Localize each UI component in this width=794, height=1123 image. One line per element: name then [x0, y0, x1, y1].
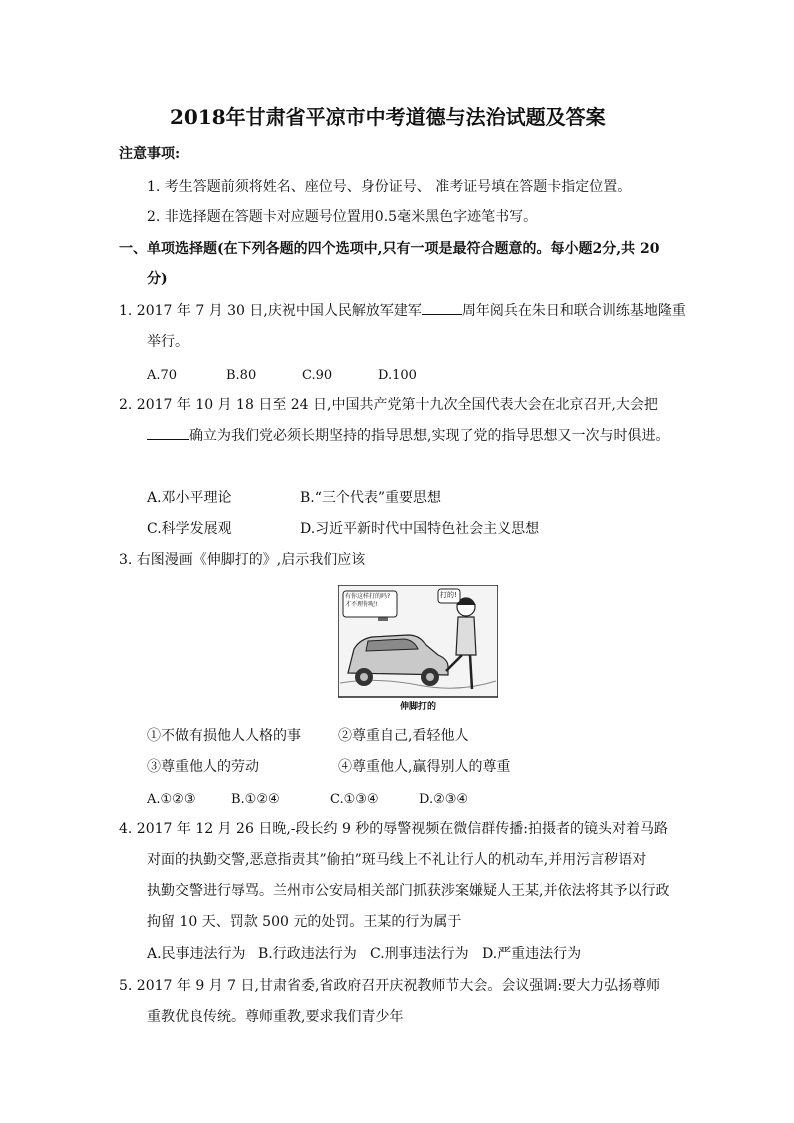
- section-heading-line2: 分): [147, 271, 168, 287]
- q2-stem-line1: 2. 2017 年 10 月 18 日至 24 日,中国共产党第十九次全国代表大会在北京召开,大会把: [119, 397, 658, 413]
- q1-stem-part-b: 周年阅兵在朱日和联合训练基地隆重: [461, 303, 686, 319]
- notice-heading: 注意事项:: [119, 146, 181, 162]
- q4-option-a: A.民事违法行为: [147, 946, 246, 962]
- q3-option-a: A.①②③: [147, 792, 196, 807]
- q1-option-b: B.80: [226, 368, 257, 383]
- q3-option-c: C.①③④: [330, 792, 379, 807]
- q3-option-d: D.②③④: [419, 792, 469, 807]
- q4-stem-line1: 4. 2017 年 12 月 26 日晚,-段长约 9 秒的辱警视频在微信群传播:拍摄者的镜头对着马路: [119, 821, 669, 837]
- notice-item-1: 1. 考生答题前须将姓名、座位号、身份证号、 准考证号填在答题卡指定位置。: [147, 179, 632, 195]
- q2-stem-line2: [147, 427, 669, 445]
- q2-option-c: C.科学发展观: [147, 521, 232, 537]
- cartoon-bubble-left: 有你这样打的吗? 才不理你呢!: [345, 593, 391, 608]
- section-heading-line1: 一、单项选择题(在下列各题的四个选项中,只有一项是最符合题意的。每小题2分,共 20: [119, 241, 660, 257]
- q3-statement-3: ③尊重他人的劳动: [147, 759, 259, 775]
- q5-stem-line1: 5. 2017 年 9 月 7 日,甘肃省委,省政府召开庆祝教师节大会。会议强调:要大力弘扬尊师: [119, 978, 661, 994]
- q2-answer-blank: [147, 427, 189, 440]
- q1-option-c: C.90: [302, 368, 333, 383]
- q1-option-a: A.70: [147, 368, 178, 383]
- q4-option-c: C.刑事违法行为: [370, 946, 469, 962]
- q4-option-b: B.行政违法行为: [258, 946, 357, 962]
- q3-statement-1: ①不做有损他人人格的事: [147, 728, 301, 744]
- q3-statement-2: ②尊重自己,看轻他人: [338, 728, 469, 744]
- q2-option-a: A.邓小平理论: [147, 490, 232, 506]
- q1-option-d: D.100: [378, 368, 417, 383]
- q4-stem-line2: 对面的执勤交警,恶意指责其”偷拍”斑马线上不礼让行人的机动车,并用污言秽语对: [147, 852, 647, 868]
- q1-stem: [119, 302, 686, 320]
- notice-item-2: 2. 非选择题在答题卡对应题号位置用0.5毫米黑色字迹笔书写。: [147, 209, 538, 225]
- cartoon-bubble-right: 打的!: [440, 591, 457, 599]
- q2-option-d: D.习近平新时代中国特色社会主义思想: [300, 521, 540, 537]
- q4-stem-line4: 拘留 10 天、罚款 500 元的处罚。王某的行为属于: [147, 914, 462, 930]
- q3-stem-line1: 3. 右图漫画《伸脚打的》,启示我们应该: [119, 552, 366, 568]
- q5-stem-line2: 重教优良传统。尊师重教,要求我们青少年: [147, 1009, 404, 1025]
- q3-option-b: B.①②④: [231, 792, 280, 807]
- q4-stem-line3: 执勤交警进行辱骂。兰州市公安局相关部门抓获涉案嫌疑人王某,并依法将其予以行政: [147, 883, 670, 899]
- q1-stem-part-a: 1. 2017 年 7 月 30 日,庆祝中国人民解放军建军: [119, 303, 422, 319]
- q1-answer-blank: [422, 302, 462, 315]
- q1-stem-line2: 举行。: [147, 334, 189, 350]
- cartoon-caption: 伸脚打的: [399, 702, 436, 712]
- page-title: 2018年甘肃省平凉市中考道德与法治试题及答案: [170, 105, 606, 129]
- cartoon-illustration: [338, 585, 498, 715]
- q4-option-d: D.严重违法行为: [482, 946, 582, 962]
- q2-stem-line2-text: 确立为我们党必须长期坚持的指导思想,实现了党的指导思想又一次与时俱进。: [189, 428, 670, 444]
- q3-statement-4: ④尊重他人,赢得别人的尊重: [338, 759, 511, 775]
- q2-option-b: B.“三个代表”重要思想: [300, 490, 442, 506]
